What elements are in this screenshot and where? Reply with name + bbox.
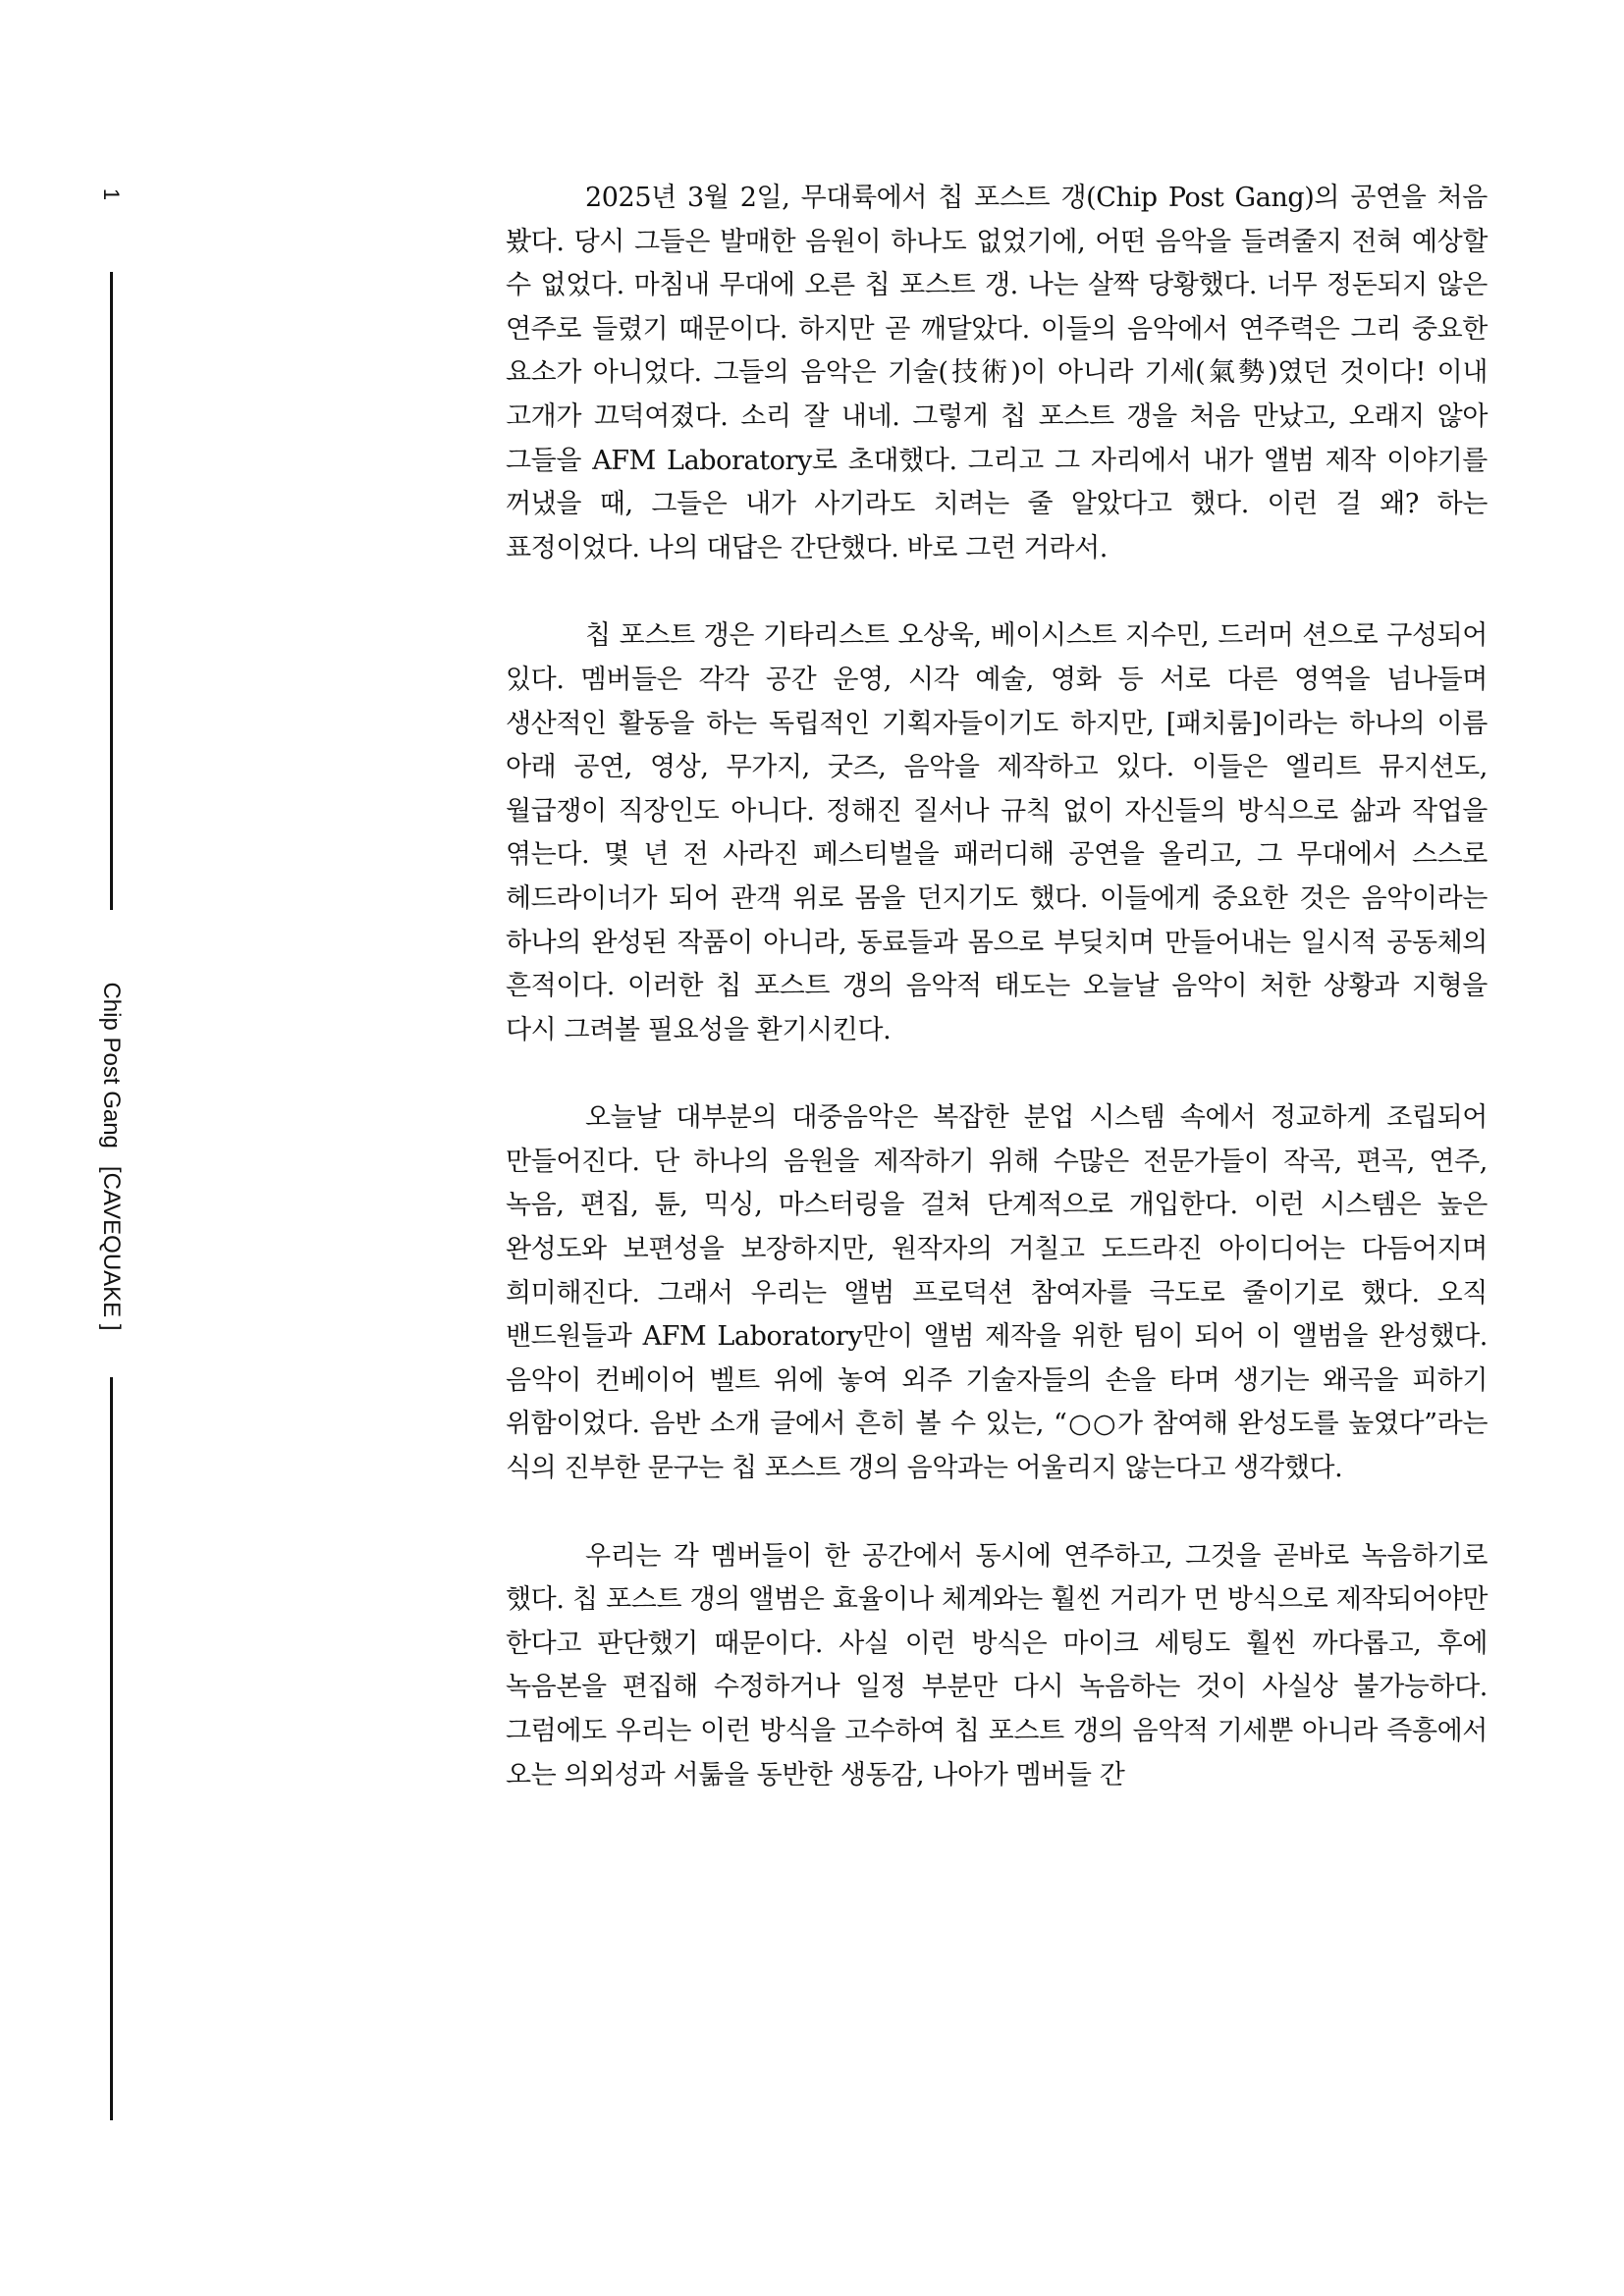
page-margin	[0, 0, 226, 2296]
paragraph-2: 칩 포스트 갱은 기타리스트 오상욱, 베이시스트 지수민, 드러머 션으로 구성되어 있다. 멤버들은 각각 공간 운영, 시각 예술, 영화 등 서로 다른 영역을 넘나들며 생산적인 활동을 하는 독립적인 기획자들이기도 하지만, [패치룸]이라는 하나의 이름 아래 공연, 영상, 무가지, 굿즈, 음악을 제작하고 있다. 이들은 엘리트 뮤지션도, 월급쟁이 직장인도 아니다. 정해진 질서나 규칙 없이 자신들의 방식으로 삶과 작업을 엮는다. 몇 년 전 사라진 페스티벌을 패러디해 공연을 올리고, 그 무대에서 스스로 헤드라이너가 되어 관객 위로 몸을 던지기도 했다. 이들에게 중요한 것은 음악이라는 하나의 완성된 작품이 아니라, 동료들과 몸으로 부딪치며 만들어내는 일시적 공동체의 흔적이다. 이러한 칩 포스트 갱의 음악적 태도는 오늘날 음악이 처한 상황과 지형을 다시 그려볼 필요성을 환기시킨다.	[506, 620, 1488, 1045]
running-subtitle: [CAVEQUAKE ]	[98, 1165, 125, 1331]
running-title: Chip Post Gang	[98, 982, 125, 1148]
margin-rule-bottom	[110, 1377, 113, 2120]
margin-rule-top	[110, 272, 113, 910]
page-number: 1	[99, 187, 124, 201]
article-body	[506, 177, 1488, 1842]
paragraph-3: 오늘날 대부분의 대중음악은 복잡한 분업 시스템 속에서 정교하게 조립되어 만들어진다. 단 하나의 음원을 제작하기 위해 수많은 전문가들이 작곡, 편곡, 연주, 녹음, 편집, 튠, 믹싱, 마스터링을 걸쳐 단계적으로 개입한다. 이런 시스템은 높은 완성도와 보편성을 보장하지만, 원작자의 거칠고 도드라진 아이디어는 다듬어지며 희미해진다. 그래서 우리는 앨범 프로덕션 참여자를 극도로 줄이기로 했다. 오직 밴드원들과 AFM Laboratory만이 앨범 제작을 위한 팀이 되어 이 앨범을 완성했다. 음악이 컨베이어 벨트 위에 놓여 외주 기술자들의 손을 타며 생기는 왜곡을 피하기 위함이었다. 음반 소개 글에서 흔히 볼 수 있는, “○○가 참여해 완성도를 높였다”라는 식의 진부한 문구는 칩 포스트 갱의 음악과는 어울리지 않는다고 생각했다.	[506, 1102, 1488, 1484]
paragraph-4: 우리는 각 멤버들이 한 공간에서 동시에 연주하고, 그것을 곧바로 녹음하기로 했다. 칩 포스트 갱의 앨범은 효율이나 체계와는 훨씬 거리가 먼 방식으로 제작되어야만 한다고 판단했기 때문이다. 사실 이런 방식은 마이크 세팅도 훨씬 까다롭고, 후에 녹음본을 편집해 수정하거나 일정 부분만 다시 녹음하는 것이 사실상 불가능하다. 그럼에도 우리는 이런 방식을 고수하여 칩 포스트 갱의 음악적 기세뿐 아니라 즉흥에서 오는 의외성과 서툶을 동반한 생동감, 나아가 멤버들 간	[506, 1540, 1488, 1790]
paragraph-1: 2025년 3월 2일, 무대륙에서 칩 포스트 갱(Chip Post Gang)의 공연을 처음 봤다. 당시 그들은 발매한 음원이 하나도 없었기에, 어떤 음악을 들려줄지 전혀 예상할 수 없었다. 마침내 무대에 오른 칩 포스트 갱. 나는 살짝 당황했다. 너무 정돈되지 않은 연주로 들렸기 때문이다. 하지만 곧 깨달았다. 이들의 음악에서 연주력은 그리 중요한 요소가 아니었다. 그들의 음악은 기술(技術)이 아니라 기세(氣勢)였던 것이다! 이내 고개가 끄덕여졌다. 소리 잘 내네. 그렇게 칩 포스트 갱을 처음 만났고, 오래지 않아 그들을 AFM Laboratory로 초대했다. 그리고 그 자리에서 내가 앨범 제작 이야기를 꺼냈을 때, 그들은 내가 사기라도 치려는 줄 알았다고 했다. 이런 걸 왜? 하는 표정이었다. 나의 대답은 간단했다. 바로 그런 거라서.	[506, 183, 1488, 563]
running-header	[97, 982, 125, 1330]
